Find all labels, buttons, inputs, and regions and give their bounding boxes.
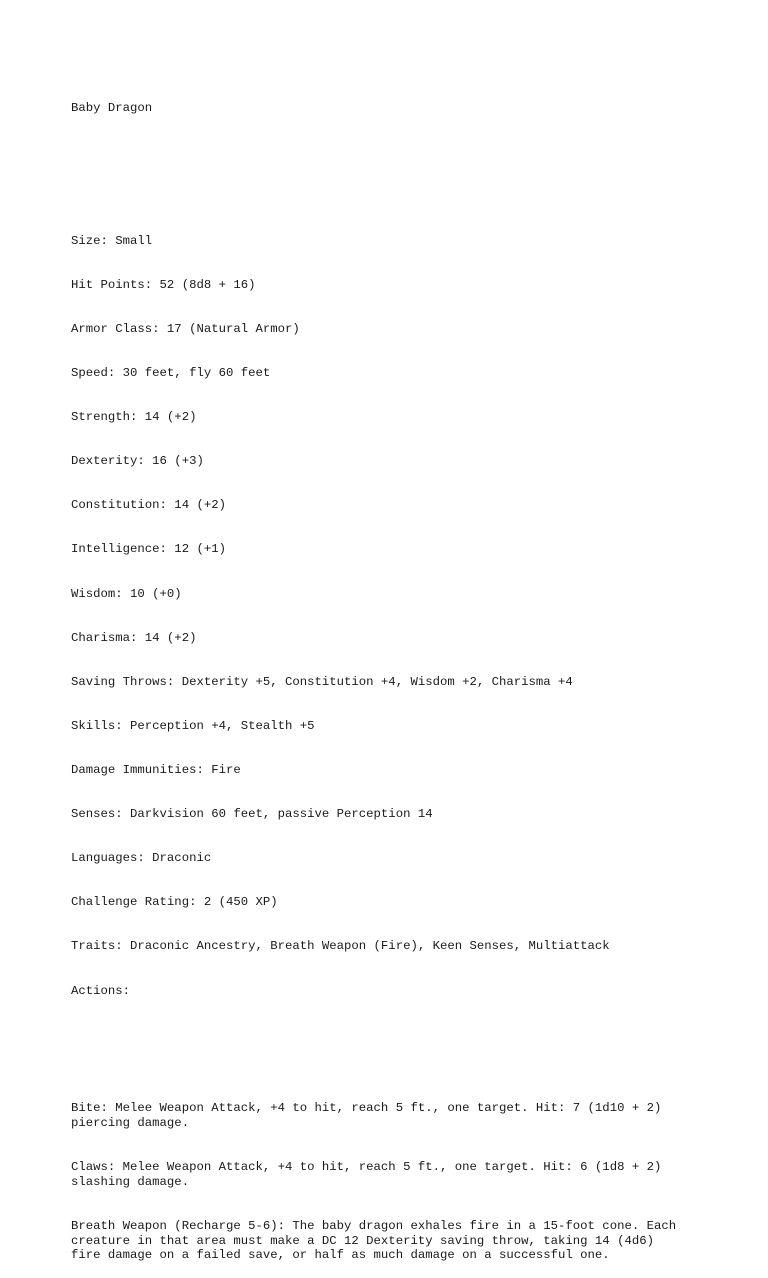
stat-challenge-rating: Challenge Rating: 2 (450 XP) <box>71 895 278 910</box>
stat-intelligence: Intelligence: 12 (+1) <box>71 542 226 557</box>
stat-languages: Languages: Draconic <box>71 851 212 866</box>
stat-skills: Skills: Perception +4, Stealth +5 <box>71 718 315 733</box>
stat-hit-points: Hit Points: 52 (8d8 + 16) <box>71 277 256 292</box>
action-claws: Claws: Melee Weapon Attack, +4 to hit, reach 5 ft., one target. Hit: 6 (1d8 + 2) slashing damage. <box>71 1160 662 1189</box>
stat-charisma: Charisma: 14 (+2) <box>71 630 197 645</box>
document-page <box>71 72 711 1278</box>
stat-damage-immunities: Damage Immunities: Fire <box>71 763 241 778</box>
blank-line <box>71 1042 711 1057</box>
stat-armor-class: Armor Class: 17 (Natural Armor) <box>71 321 300 336</box>
actions-heading: Actions: <box>71 983 131 998</box>
document-title: Baby Dragon <box>71 101 153 116</box>
stat-senses: Senses: Darkvision 60 feet, passive Perception 14 <box>71 807 433 822</box>
action-bite: Bite: Melee Weapon Attack, +4 to hit, reach 5 ft., one target. Hit: 7 (1d10 + 2) piercing damage. <box>71 1101 662 1130</box>
stat-strength: Strength: 14 (+2) <box>71 410 197 425</box>
stat-size: Size: Small <box>71 233 153 248</box>
stat-constitution: Constitution: 14 (+2) <box>71 498 226 513</box>
action-breath-weapon: Breath Weapon (Recharge 5-6): The baby dragon exhales fire in a 15-foot cone. Each creature in that area must make a DC 12 Dexterity saving throw, taking 14 (4d6) fire damage on a failed save, or half as much damage on a successful one. <box>71 1218 677 1263</box>
stat-speed: Speed: 30 feet, fly 60 feet <box>71 366 271 381</box>
stat-traits: Traits: Draconic Ancestry, Breath Weapon (Fire), Keen Senses, Multiattack <box>71 939 610 954</box>
stat-wisdom: Wisdom: 10 (+0) <box>71 586 182 601</box>
stat-saving-throws: Saving Throws: Dexterity +5, Constitution +4, Wisdom +2, Charisma +4 <box>71 674 573 689</box>
stat-dexterity: Dexterity: 16 (+3) <box>71 454 204 469</box>
